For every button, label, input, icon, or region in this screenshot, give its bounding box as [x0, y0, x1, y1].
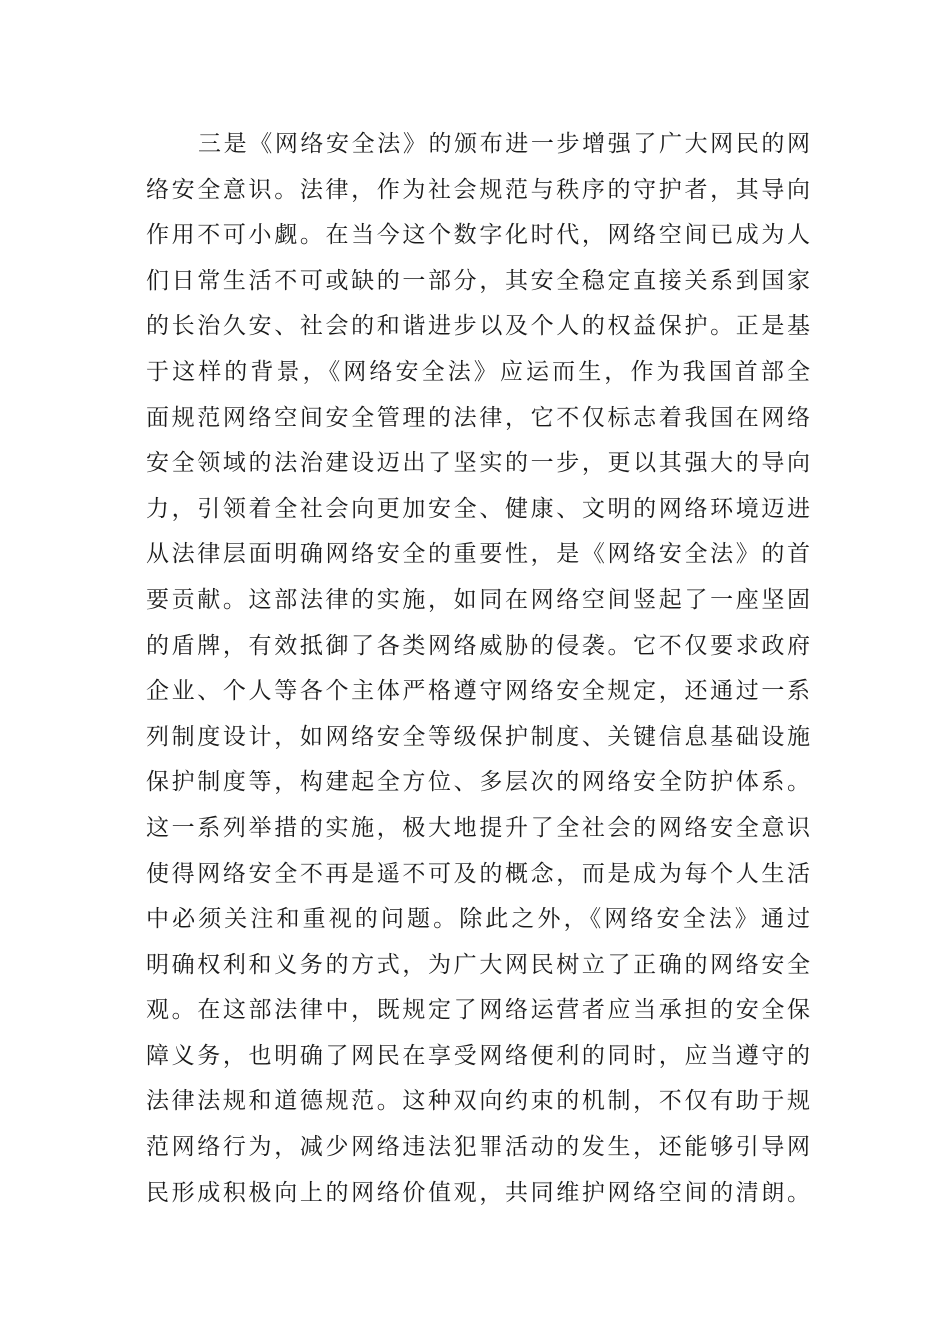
text-line: 观。在这部法律中，既规定了网络运营者应当承担的安全保 — [146, 997, 810, 1024]
body-paragraph — [146, 122, 810, 1216]
text-line: 保护制度等，构建起全方位、多层次的网络安全防护体系。 — [146, 769, 810, 796]
text-line: 三是《网络安全法》的颁布进一步增强了广大网民的网 — [198, 131, 810, 157]
text-line: 障义务，也明确了网民在享受网络便利的同时，应当遵守的 — [146, 1042, 810, 1069]
text-line: 的长治久安、社会的和谐进步以及个人的权益保护。正是基 — [146, 313, 810, 340]
text-line: 范网络行为，减少网络违法犯罪活动的发生，还能够引导网 — [146, 1134, 810, 1161]
text-line: 要贡献。这部法律的实施，如同在网络空间竖起了一座坚固 — [146, 586, 810, 613]
text-line: 明确权利和义务的方式，为广大网民树立了正确的网络安全 — [146, 951, 810, 978]
text-line: 法律法规和道德规范。这种双向约束的机制，不仅有助于规 — [146, 1088, 810, 1115]
text-line: 于这样的背景，《网络安全法》应运而生，作为我国首部全 — [146, 358, 810, 385]
text-line: 力，引领着全社会向更加安全、健康、文明的网络环境迈进 — [146, 495, 810, 522]
text-line: 作用不可小觑。在当今这个数字化时代，网络空间已成为人 — [146, 222, 810, 249]
text-line: 从法律层面明确网络安全的重要性，是《网络安全法》的首 — [146, 541, 810, 568]
text-line: 的盾牌，有效抵御了各类网络威胁的侵袭。它不仅要求政府 — [146, 632, 810, 659]
text-line: 安全领域的法治建设迈出了坚实的一步，更以其强大的导向 — [146, 450, 810, 477]
text-line: 列制度设计，如网络安全等级保护制度、关键信息基础设施 — [146, 723, 810, 750]
text-line: 这一系列举措的实施，极大地提升了全社会的网络安全意识 — [146, 814, 810, 841]
text-line: 民形成积极向上的网络价值观，共同维护网络空间的清朗。 — [146, 1179, 810, 1206]
text-line: 面规范网络空间安全管理的法律，它不仅标志着我国在网络 — [146, 404, 810, 431]
text-line: 们日常生活不可或缺的一部分，其安全稳定直接关系到国家 — [146, 267, 810, 294]
text-line: 企业、个人等各个主体严格遵守网络安全规定，还通过一系 — [146, 678, 810, 705]
text-line: 使得网络安全不再是遥不可及的概念，而是成为每个人生活 — [146, 860, 810, 887]
text-line: 络安全意识。法律，作为社会规范与秩序的守护者，其导向 — [146, 176, 810, 203]
text-line: 中必须关注和重视的问题。除此之外，《网络安全法》通过 — [146, 906, 810, 933]
